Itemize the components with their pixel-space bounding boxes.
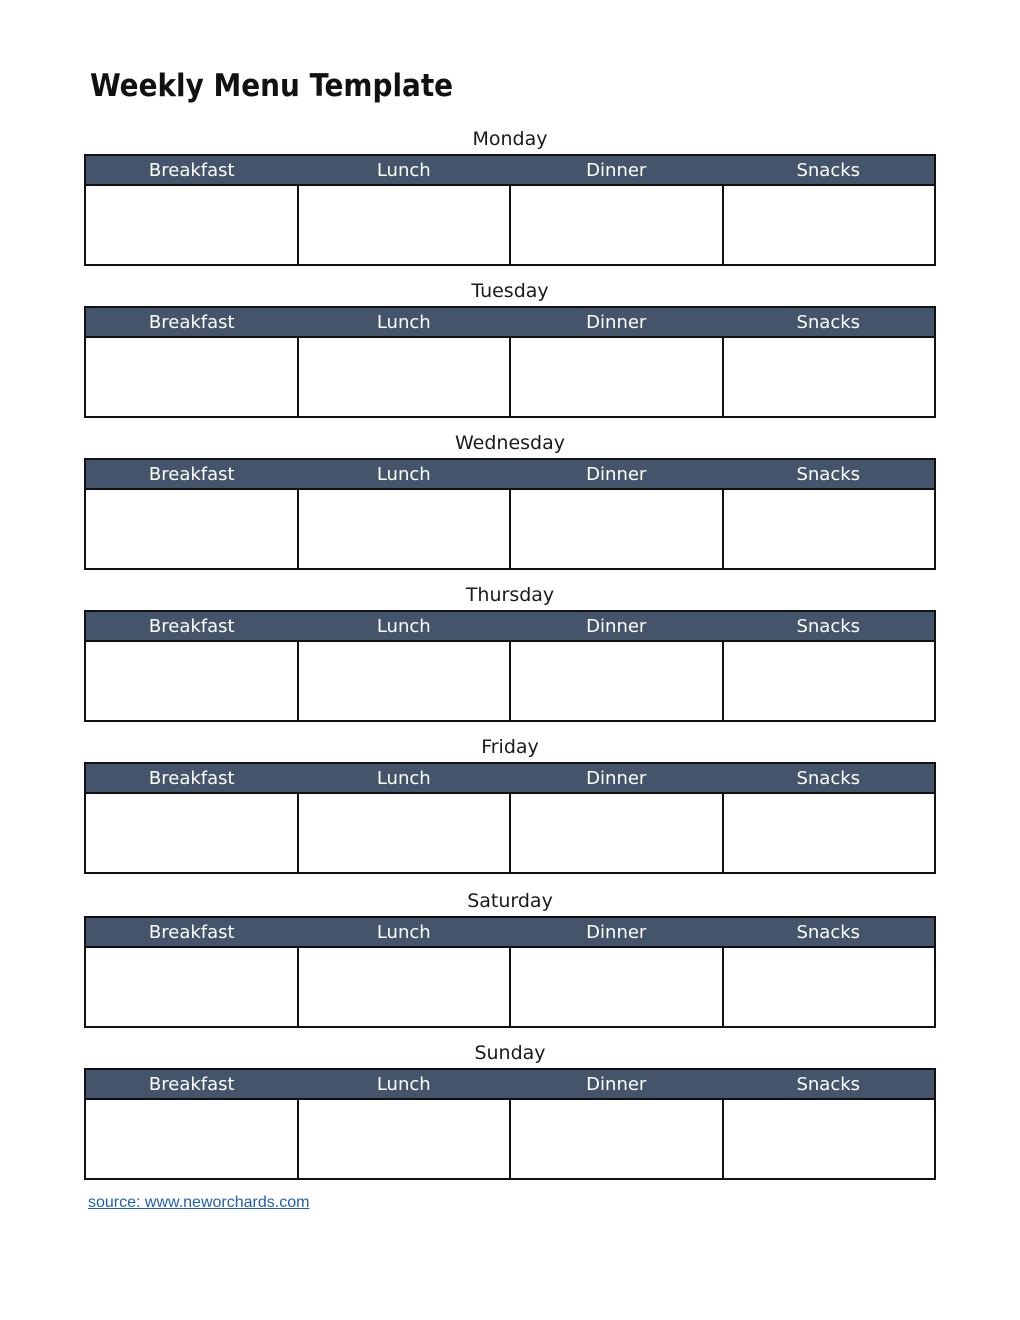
meal-header-snacks: Snacks xyxy=(723,763,936,793)
meal-table xyxy=(84,916,936,1028)
meal-header-lunch: Lunch xyxy=(298,763,511,793)
day-block-friday xyxy=(84,732,936,874)
meal-cell-breakfast[interactable] xyxy=(85,1099,298,1179)
meal-cell-breakfast[interactable] xyxy=(85,947,298,1027)
meal-header-breakfast: Breakfast xyxy=(85,763,298,793)
meal-entry-row xyxy=(85,793,935,873)
meal-cell-dinner[interactable] xyxy=(510,1099,723,1179)
meal-cell-snacks[interactable] xyxy=(723,947,936,1027)
meal-header-row xyxy=(85,917,935,947)
meal-header-row xyxy=(85,307,935,337)
meal-header-breakfast: Breakfast xyxy=(85,917,298,947)
source-link[interactable]: source: www.neworchards.com xyxy=(88,1194,310,1211)
meal-header-dinner: Dinner xyxy=(510,917,723,947)
meal-entry-row xyxy=(85,947,935,1027)
meal-cell-snacks[interactable] xyxy=(723,793,936,873)
meal-table xyxy=(84,1068,936,1180)
meal-cell-snacks[interactable] xyxy=(723,489,936,569)
meal-header-dinner: Dinner xyxy=(510,1069,723,1099)
day-name: Thursday xyxy=(465,584,555,606)
meal-header-dinner: Dinner xyxy=(510,307,723,337)
day-block-wednesday xyxy=(84,428,936,570)
meal-cell-dinner[interactable] xyxy=(510,641,723,721)
meal-cell-lunch[interactable] xyxy=(298,489,511,569)
meal-entry-row xyxy=(85,185,935,265)
meal-entry-row xyxy=(85,1099,935,1179)
meal-table xyxy=(84,762,936,874)
meal-header-breakfast: Breakfast xyxy=(85,1069,298,1099)
day-name: Sunday xyxy=(474,1042,546,1064)
meal-table xyxy=(84,458,936,570)
day-name: Monday xyxy=(472,128,548,150)
meal-header-row xyxy=(85,1069,935,1099)
meal-table xyxy=(84,154,936,266)
day-block-tuesday xyxy=(84,276,936,418)
day-name: Wednesday xyxy=(454,432,565,454)
meal-cell-lunch[interactable] xyxy=(298,1099,511,1179)
meal-entry-row xyxy=(85,337,935,417)
meal-header-lunch: Lunch xyxy=(298,459,511,489)
meal-header-breakfast: Breakfast xyxy=(85,611,298,641)
meal-header-breakfast: Breakfast xyxy=(85,459,298,489)
meal-table xyxy=(84,610,936,722)
meal-header-row xyxy=(85,459,935,489)
meal-cell-dinner[interactable] xyxy=(510,947,723,1027)
meal-cell-dinner[interactable] xyxy=(510,489,723,569)
meal-cell-lunch[interactable] xyxy=(298,641,511,721)
meal-entry-row xyxy=(85,489,935,569)
meal-cell-lunch[interactable] xyxy=(298,793,511,873)
meal-cell-dinner[interactable] xyxy=(510,793,723,873)
meal-header-lunch: Lunch xyxy=(298,611,511,641)
weekly-menu xyxy=(84,124,936,1180)
meal-cell-dinner[interactable] xyxy=(510,337,723,417)
meal-cell-breakfast[interactable] xyxy=(85,793,298,873)
meal-cell-dinner[interactable] xyxy=(510,185,723,265)
meal-cell-breakfast[interactable] xyxy=(85,641,298,721)
day-name: Saturday xyxy=(467,890,553,912)
meal-header-lunch: Lunch xyxy=(298,307,511,337)
meal-cell-snacks[interactable] xyxy=(723,337,936,417)
meal-cell-breakfast[interactable] xyxy=(85,489,298,569)
meal-header-snacks: Snacks xyxy=(723,307,936,337)
meal-cell-snacks[interactable] xyxy=(723,641,936,721)
meal-cell-snacks[interactable] xyxy=(723,1099,936,1179)
day-name: Tuesday xyxy=(471,280,549,302)
meal-header-row xyxy=(85,155,935,185)
day-block-sunday xyxy=(84,1038,936,1180)
meal-header-snacks: Snacks xyxy=(723,917,936,947)
meal-header-lunch: Lunch xyxy=(298,1069,511,1099)
meal-header-breakfast: Breakfast xyxy=(85,155,298,185)
meal-cell-lunch[interactable] xyxy=(298,337,511,417)
meal-header-snacks: Snacks xyxy=(723,459,936,489)
meal-header-snacks: Snacks xyxy=(723,155,936,185)
meal-header-row xyxy=(85,763,935,793)
meal-table xyxy=(84,306,936,418)
meal-entry-row xyxy=(85,641,935,721)
day-block-monday xyxy=(84,124,936,266)
meal-header-dinner: Dinner xyxy=(510,155,723,185)
meal-header-breakfast: Breakfast xyxy=(85,307,298,337)
meal-header-dinner: Dinner xyxy=(510,611,723,641)
meal-header-snacks: Snacks xyxy=(723,1069,936,1099)
meal-header-dinner: Dinner xyxy=(510,459,723,489)
meal-cell-breakfast[interactable] xyxy=(85,185,298,265)
meal-cell-lunch[interactable] xyxy=(298,947,511,1027)
meal-cell-breakfast[interactable] xyxy=(85,337,298,417)
page-title: Weekly Menu Template xyxy=(90,68,454,104)
meal-header-snacks: Snacks xyxy=(723,611,936,641)
meal-header-dinner: Dinner xyxy=(510,763,723,793)
meal-cell-lunch[interactable] xyxy=(298,185,511,265)
meal-header-lunch: Lunch xyxy=(298,917,511,947)
day-name: Friday xyxy=(481,736,539,758)
day-block-saturday xyxy=(84,886,936,1028)
day-block-thursday xyxy=(84,580,936,722)
meal-header-row xyxy=(85,611,935,641)
meal-header-lunch: Lunch xyxy=(298,155,511,185)
meal-cell-snacks[interactable] xyxy=(723,185,936,265)
